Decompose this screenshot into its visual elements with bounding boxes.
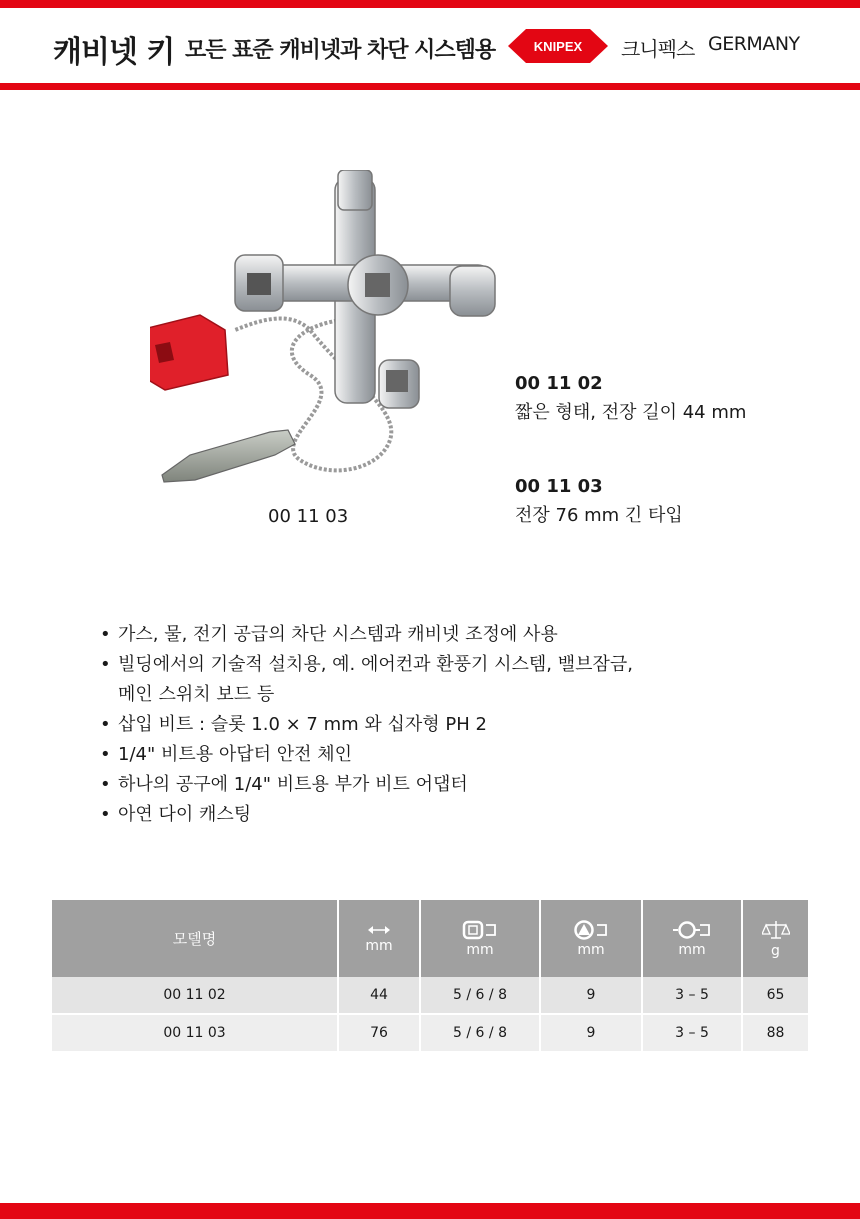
- bottom-red-bar: [0, 1203, 860, 1219]
- spec-description: 전장 76 mm 긴 타입: [515, 505, 683, 526]
- triangle-socket-header: mm: [540, 900, 642, 977]
- feature-item: • 빌딩에서의 기술적 설치용, 예. 에어컨과 환풍기 시스템, 밸브잠금,: [100, 650, 800, 680]
- spec-code: 00 11 03: [515, 476, 603, 497]
- brand-country: GERMANY: [708, 33, 800, 55]
- scale-icon: [762, 919, 790, 941]
- spec-table: [52, 900, 808, 1053]
- weight-header: g: [742, 900, 808, 977]
- feature-item: • 하나의 공구에 1/4" 비트용 부가 비트 어댑터: [100, 770, 800, 800]
- weight-cell: 88: [742, 1014, 808, 1052]
- feature-list: [100, 620, 800, 830]
- triangle-socket-icon: [573, 920, 609, 940]
- image-caption: 00 11 03: [268, 506, 349, 527]
- model-cell: 00 11 02: [52, 977, 338, 1014]
- double-arrow-icon: [367, 924, 391, 936]
- double-bit-cell: 3 – 5: [642, 1014, 742, 1052]
- double-bit-icon: [672, 920, 712, 940]
- weight-cell: 65: [742, 977, 808, 1014]
- model-header: 모델명: [52, 900, 338, 977]
- table-header-row: [52, 900, 808, 977]
- bullet: •: [100, 744, 111, 765]
- spec-block-1: [515, 373, 746, 424]
- feature-item: • 가스, 물, 전기 공급의 차단 시스템과 캐비넷 조정에 사용: [100, 620, 800, 650]
- triangle-cell: 9: [540, 977, 642, 1014]
- bullet: •: [100, 654, 111, 675]
- bullet: •: [100, 714, 111, 735]
- square-socket-header: mm: [420, 900, 540, 977]
- spec-block-2: [515, 476, 683, 527]
- top-red-bar: [0, 0, 860, 8]
- logo-text: KNIPEX: [533, 39, 583, 54]
- length-cell: 44: [338, 977, 420, 1014]
- header-red-bar: [0, 83, 860, 90]
- bullet: •: [100, 774, 111, 795]
- double-bit-cell: 3 – 5: [642, 977, 742, 1014]
- square-socket-icon: [462, 920, 498, 940]
- spec-description: 짧은 형태, 전장 길이 44 mm: [515, 402, 747, 423]
- table-row: [52, 977, 808, 1014]
- length-cell: 76: [338, 1014, 420, 1052]
- length-header: mm: [338, 900, 420, 977]
- table-row: [52, 1014, 808, 1052]
- square-cell: 5 / 6 / 8: [420, 977, 540, 1014]
- feature-item: • 아연 다이 캐스팅: [100, 800, 800, 830]
- feature-item-continuation: 메인 스위치 보드 등: [118, 684, 275, 705]
- bullet: •: [100, 624, 111, 645]
- spec-code: 00 11 02: [515, 373, 603, 394]
- bullet: •: [100, 804, 111, 825]
- brand-name-korean: 크니펙스: [621, 37, 695, 61]
- page-subtitle: 모든 표준 캐비넷과 차단 시스템용: [185, 38, 496, 63]
- page-title: 캐비넷 키: [53, 35, 175, 70]
- product-image: [150, 170, 510, 510]
- triangle-cell: 9: [540, 1014, 642, 1052]
- double-bit-header: mm: [642, 900, 742, 977]
- knipex-logo: [508, 26, 608, 66]
- feature-item: • 1/4" 비트용 아답터 안전 체인: [100, 740, 800, 770]
- model-cell: 00 11 03: [52, 1014, 338, 1052]
- feature-item: • 삽입 비트 : 슬롯 1.0 × 7 mm 와 십자형 PH 2: [100, 710, 800, 740]
- square-cell: 5 / 6 / 8: [420, 1014, 540, 1052]
